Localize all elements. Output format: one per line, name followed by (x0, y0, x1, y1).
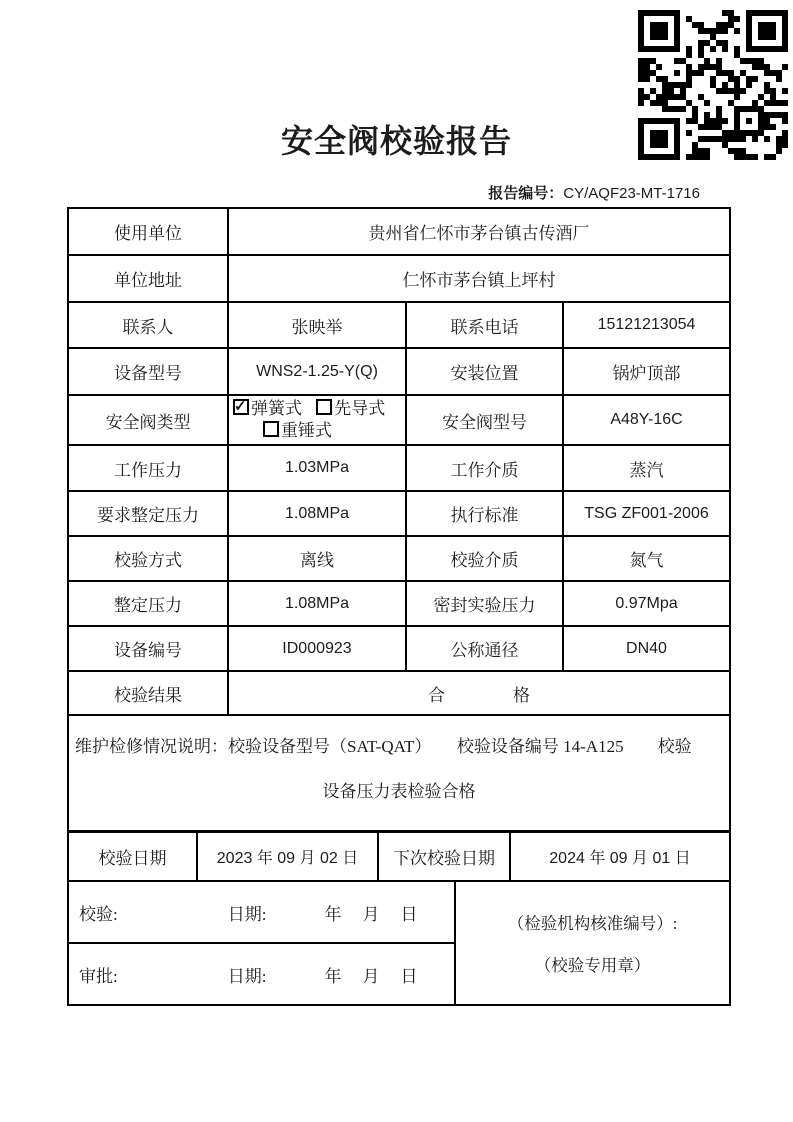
maintenance-line1: 维护检修情况说明：校验设备型号（SAT-QAT） 校验设备编号 14-A125 校验 (75, 737, 692, 756)
seal-test-pressure-label: 密封实验压力 (406, 581, 563, 626)
working-pressure-label: 工作压力 (68, 445, 228, 491)
valve-type-label: 安全阀类型 (68, 395, 228, 445)
table-row (68, 832, 730, 881)
required-set-pressure-label: 要求整定压力 (68, 491, 228, 536)
checkbox-pilot[interactable] (316, 399, 332, 415)
table-row (68, 395, 730, 445)
valve-type-options (228, 395, 406, 445)
calibrator-signature-row (68, 881, 455, 943)
table-row (68, 581, 730, 626)
user-unit-value: 贵州省仁怀市茅台镇古传酒厂 (228, 208, 730, 255)
calibration-date-value: 2023 年 09 月 02 日 (197, 832, 378, 881)
table-row (68, 715, 730, 831)
stamp-area (455, 881, 730, 1005)
table-row (68, 302, 730, 348)
table-row (68, 881, 730, 943)
table-row (68, 348, 730, 395)
valve-model-value: A48Y-16C (563, 395, 730, 445)
maintenance-line2: 设备压力表检验合格 (322, 782, 476, 801)
report-number-value: CY/AQF23-MT-1716 (563, 185, 700, 202)
calibration-method-value: 离线 (228, 536, 406, 581)
contact-label: 联系人 (68, 302, 228, 348)
approver-date-label: 日期: (227, 966, 267, 986)
required-set-pressure-value: 1.08MPa (228, 491, 406, 536)
phone-value: 15121213054 (563, 302, 730, 348)
table-row (68, 445, 730, 491)
next-calibration-date-value: 2024 年 09 月 01 日 (510, 832, 730, 881)
checkbox-spring-label: 弹簧式 (251, 399, 302, 418)
calibration-medium-value: 氮气 (563, 536, 730, 581)
table-row (68, 255, 730, 302)
page-title: 安全阀校验报告 (280, 123, 512, 159)
checkbox-pilot-label: 先导式 (334, 399, 386, 418)
equipment-no-label: 设备编号 (68, 626, 228, 671)
maintenance-note (68, 715, 730, 831)
working-pressure-value: 1.03MPa (228, 445, 406, 491)
approver-ymd: 年 月 日 (324, 966, 420, 986)
nominal-diameter-value: DN40 (563, 626, 730, 671)
stamp-seal-label: （校验专用章） (534, 956, 651, 975)
next-calibration-date-label: 下次校验日期 (378, 832, 510, 881)
table-row (68, 626, 730, 671)
checkbox-weight-label: 重锤式 (281, 421, 332, 440)
calibrator-ymd: 年 月 日 (324, 904, 420, 924)
valve-type-line2 (263, 420, 401, 442)
equipment-no-value: ID000923 (228, 626, 406, 671)
calibration-method-label: 校验方式 (68, 536, 228, 581)
result-value: 合 格 (228, 671, 730, 715)
table-row (68, 671, 730, 715)
working-medium-value: 蒸汽 (563, 445, 730, 491)
working-medium-label: 工作介质 (406, 445, 563, 491)
calibration-medium-label: 校验介质 (406, 536, 563, 581)
report-number-label: 报告编号： (488, 185, 564, 202)
approver-signature-row (68, 943, 455, 1005)
qr-code-icon (638, 10, 788, 160)
unit-address-label: 单位地址 (68, 255, 228, 302)
standard-value: TSG ZF001-2006 (563, 491, 730, 536)
table-row (68, 536, 730, 581)
contact-value: 张映举 (228, 302, 406, 348)
equipment-model-label: 设备型号 (68, 348, 228, 395)
install-position-value: 锅炉顶部 (563, 348, 730, 395)
approver-label: 审批: (79, 966, 118, 986)
footer-table (67, 831, 731, 1006)
seal-test-pressure-value: 0.97Mpa (563, 581, 730, 626)
set-pressure-label: 整定压力 (68, 581, 228, 626)
calibrator-date-label: 日期: (227, 904, 267, 924)
nominal-diameter-label: 公称通径 (406, 626, 563, 671)
valve-type-line1 (233, 398, 401, 420)
equipment-model-value: WNS2-1.25-Y(Q) (228, 348, 406, 395)
table-row (68, 208, 730, 255)
stamp-approval-no-label: （检验机构核准编号）: (507, 914, 678, 933)
install-position-label: 安装位置 (406, 348, 563, 395)
phone-label: 联系电话 (406, 302, 563, 348)
checkbox-spring[interactable] (233, 399, 249, 415)
table-row (68, 491, 730, 536)
calibration-date-label: 校验日期 (68, 832, 197, 881)
unit-address-value: 仁怀市茅台镇上坪村 (228, 255, 730, 302)
set-pressure-value: 1.08MPa (228, 581, 406, 626)
user-unit-label: 使用单位 (68, 208, 228, 255)
checkbox-weight[interactable] (263, 421, 279, 437)
report-number (488, 182, 700, 203)
result-label: 校验结果 (68, 671, 228, 715)
valve-model-label: 安全阀型号 (406, 395, 563, 445)
info-table (67, 207, 731, 832)
standard-label: 执行标准 (406, 491, 563, 536)
calibrator-label: 校验: (79, 904, 118, 924)
